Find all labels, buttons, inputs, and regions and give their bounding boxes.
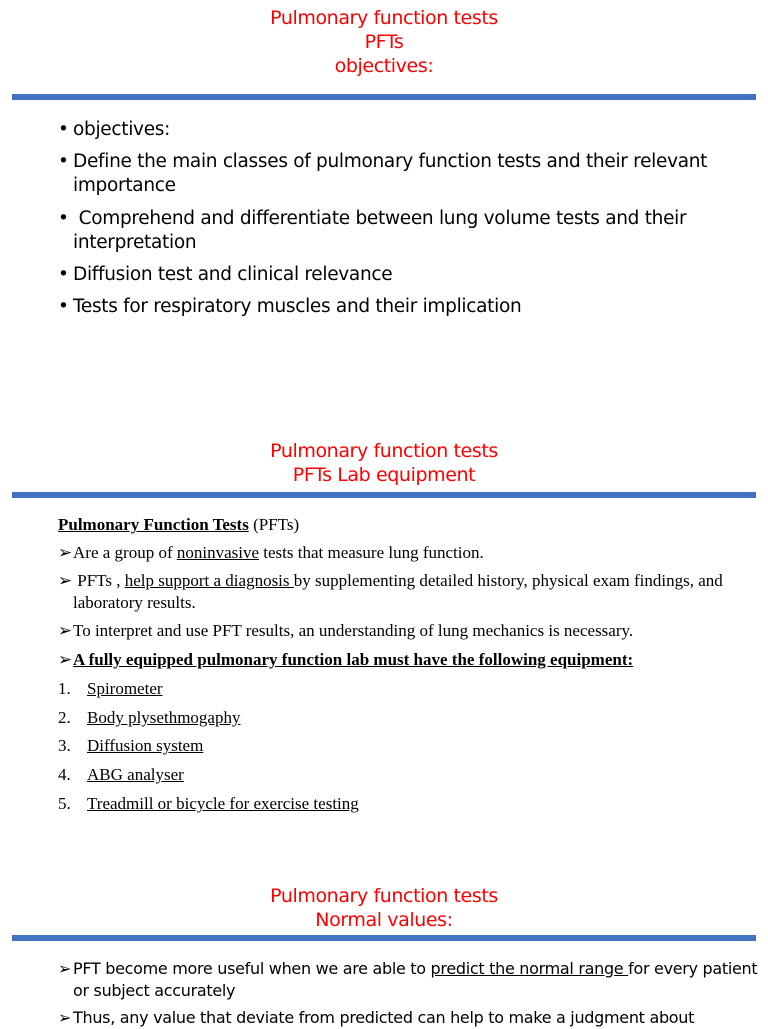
arrow-bullet-icon: ➢: [58, 959, 72, 978]
slide2-title-line2: PFTs Lab equipment: [292, 464, 476, 486]
list-item: • objectives:: [58, 119, 171, 140]
arrow-bullet-icon: ➢: [58, 621, 73, 640]
slide1-title-line2: PFTs: [364, 31, 404, 53]
slide3-point-2: ➢ Thus, any value that deviate from predicted can help to make a judgment about: [58, 1008, 695, 1027]
slide1-title-line1: Pulmonary function tests: [270, 7, 498, 29]
slide2-point-2: ➢ PFTs , help support a diagnosis by supplementing detailed history, physical exam findings, and laboratory results.: [58, 571, 723, 612]
slide1-title-line3: objectives:: [334, 55, 434, 77]
bullet-glyph: •: [58, 264, 69, 285]
bullet-glyph: •: [58, 151, 69, 172]
slide3-divider: [12, 935, 756, 941]
list-item: • Comprehend and differentiate between lung volume tests and their interpretation: [58, 208, 692, 253]
list-item: 5. Treadmill or bicycle for exercise testing: [58, 794, 359, 813]
list-item: • Define the main classes of pulmonary function tests and their relevant importance: [58, 151, 708, 196]
arrow-bullet-icon: ➢: [58, 571, 73, 590]
list-item: 2. Body plysethmogaphy: [58, 708, 241, 727]
list-item: 1. Spirometer: [58, 679, 163, 698]
slide2-heading: Pulmonary Function Tests (PFTs): [58, 515, 300, 534]
bullet-glyph: •: [58, 296, 69, 317]
bullet-glyph: •: [58, 208, 69, 229]
slide2-point-1: ➢ Are a group of noninvasive tests that measure lung function.: [58, 543, 484, 562]
slide1-divider: [12, 94, 756, 100]
list-item: 4. ABG analyser: [58, 765, 184, 784]
list-item: 3. Diffusion system: [58, 736, 204, 755]
bullet-glyph: •: [58, 119, 69, 140]
list-item: • Diffusion test and clinical relevance: [58, 264, 393, 285]
slide3-point-1: ➢ PFT become more useful when we are able to predict the normal range for every patient or subject accurately: [58, 959, 758, 1000]
slide2-title-line1: Pulmonary function tests: [270, 440, 498, 462]
slide3-title-line2: Normal values:: [315, 909, 453, 931]
slide2-point-3: ➢ To interpret and use PFT results, an understanding of lung mechanics is necessary.: [58, 621, 634, 640]
arrow-bullet-icon: ➢: [58, 1008, 72, 1027]
slide2-divider: [12, 492, 756, 498]
slide3-title-line1: Pulmonary function tests: [270, 885, 498, 907]
list-item: • Tests for respiratory muscles and their implication: [58, 296, 522, 317]
arrow-bullet-icon: ➢: [58, 650, 73, 669]
arrow-bullet-icon: ➢: [58, 543, 73, 562]
slide2-point-4: ➢ A fully equipped pulmonary function lab must have the following equipment:: [58, 650, 634, 669]
